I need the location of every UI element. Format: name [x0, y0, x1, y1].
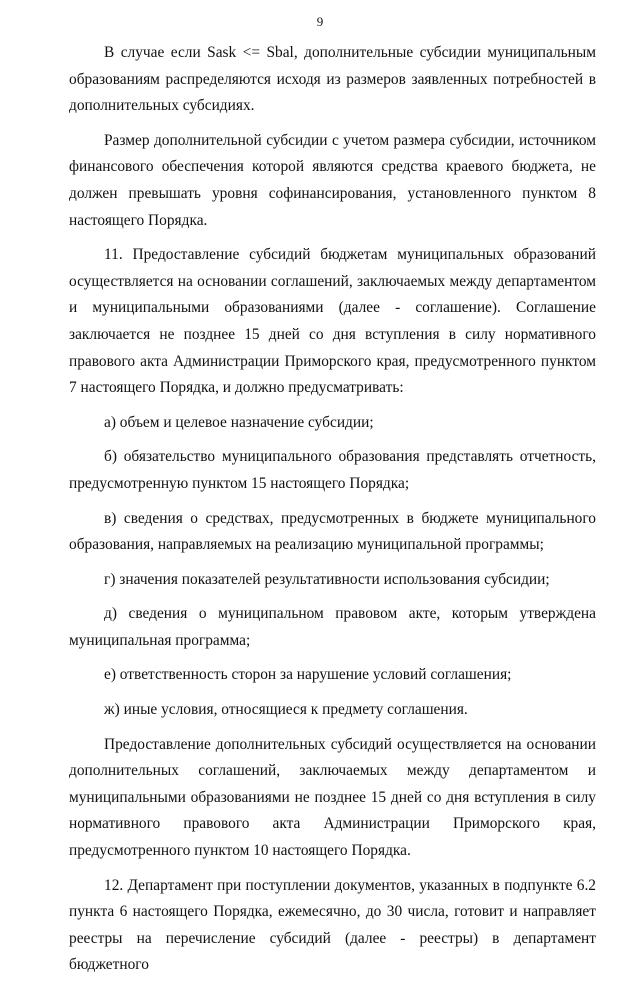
page-number: 9	[316, 14, 324, 29]
paragraph-additional-subsidy-size: Размер дополнительной субсидии с учетом размера субсидии, источником финансового обеспечения которой являются средства краевого бюджета, не должен превышать уровня софинансирования, установленного пунктом 8 настоящего Порядка.	[69, 131, 596, 229]
list-item-zh: ж) иные условия, относящиеся к предмету соглашения.	[104, 701, 468, 719]
list-item-b: б) обязательство муниципального образования представлять отчетность, предусмотренную пунктом 15 настоящего Порядка;	[69, 448, 596, 492]
list-item-g: г) значения показателей результативности использования субсидии;	[104, 570, 550, 588]
paragraph-item-11: 11. Предоставление субсидий бюджетам муниципальных образований осуществляется на основании соглашений, заключаемых между департаментом и муниципальными образованиями (далее - соглашение). Соглашение заключается не позднее 15 дней со дня вступления в силу нормативного правового акта Администрации Приморского края, предусмотренного пунктом 7 настоящего Порядка, и должно предусматривать:	[69, 246, 596, 397]
paragraph-item-12: 12. Департамент при поступлении документов, указанных в подпункте 6.2 пункта 6 настоящего Порядка, ежемесячно, до 30 числа, готовит и направляет реестры на перечисление субсидий (далее - реестры) в департамент бюджетного	[69, 876, 596, 974]
list-item-e: е) ответственность сторон за нарушение условий соглашения;	[104, 666, 512, 684]
paragraph-additional-agreements: Предоставление дополнительных субсидий осуществляется на основании дополнительных соглашений, заключаемых между департаментом и муниципальными образованиями не позднее 15 дней со дня вступления в силу нормативного правового акта Администрации Приморского края, предусмотренного пунктом 10 настоящего Порядка.	[69, 735, 596, 860]
list-item-a: а) объем и целевое назначение субсидии;	[104, 413, 374, 431]
list-item-d: д) сведения о муниципальном правовом акте, которым утверждена муниципальная программа;	[69, 605, 596, 649]
list-item-v: в) сведения о средствах, предусмотренных в бюджете муниципального образования, направляемых на реализацию муниципальной программы;	[69, 509, 596, 554]
paragraph-sask-condition: В случае если Sask <= Sbal, дополнительные субсидии муниципальным образованиям распределяются исходя из размеров заявленных потребностей в дополнительных субсидиях.	[69, 44, 596, 115]
document-body	[69, 40, 596, 987]
